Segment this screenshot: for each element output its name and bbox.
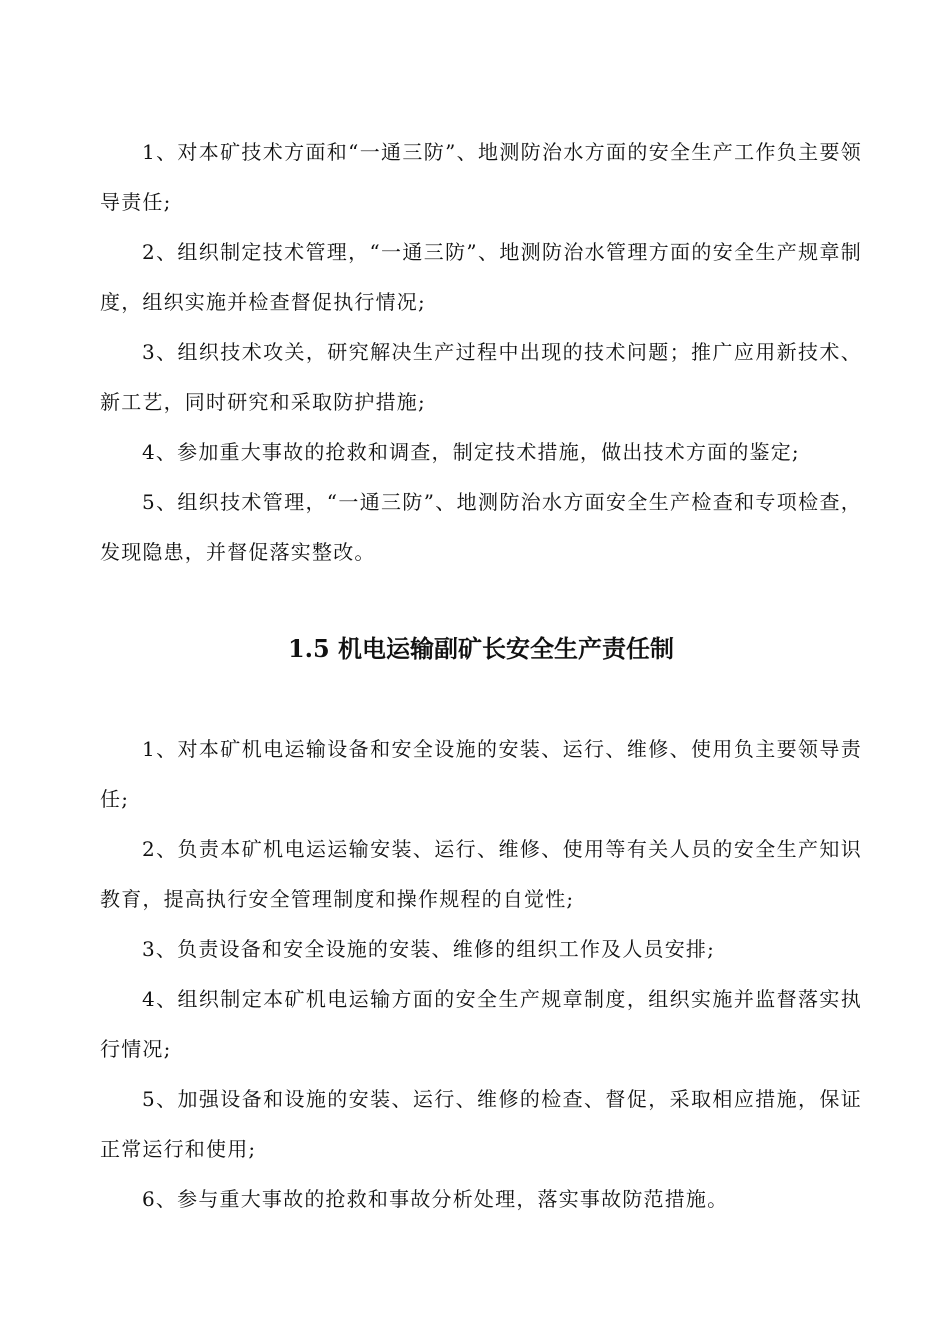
list-item: 3、组织技术攻关，研究解决生产过程中出现的技术问题；推广应用新技术、新工艺，同时研究和采取防护措施; — [100, 340, 862, 414]
list-item: 4、组织制定本矿机电运输方面的安全生产规章制度，组织实施并监督落实执行情况; — [100, 987, 862, 1061]
list-item: 5、组织技术管理，“一通三防”、地测防治水方面安全生产检查和专项检查，发现隐患，并督促落实整改。 — [100, 490, 862, 564]
list-item: 1、对本矿技术方面和“一通三防”、地测防治水方面的安全生产工作负主要领导责任; — [100, 140, 862, 214]
section-b-list — [100, 724, 862, 1224]
list-item: 3、负责设备和安全设施的安装、维修的组织工作及人员安排; — [142, 937, 716, 961]
list-item: 2、组织制定技术管理，“一通三防”、地测防治水管理方面的安全生产规章制度，组织实施并检查督促执行情况; — [100, 240, 862, 314]
list-item: 4、参加重大事故的抢救和调查，制定技术措施，做出技术方面的鉴定; — [142, 440, 800, 464]
section-a-list — [100, 127, 862, 577]
section-heading: 1.5 机电运输副矿长安全生产责任制 — [287, 634, 675, 663]
list-item: 1、对本矿机电运输设备和安全设施的安装、运行、维修、使用负主要领导责任; — [100, 737, 862, 811]
list-item: 2、负责本矿机电运运输安装、运行、维修、使用等有关人员的安全生产知识教育，提高执行安全管理制度和操作规程的自觉性; — [100, 837, 862, 911]
list-item: 5、加强设备和设施的安装、运行、维修的检查、督促，采取相应措施，保证正常运行和使用; — [100, 1087, 862, 1161]
list-item: 6、参与重大事故的抢救和事故分析处理，落实事故防范措施。 — [142, 1187, 729, 1211]
